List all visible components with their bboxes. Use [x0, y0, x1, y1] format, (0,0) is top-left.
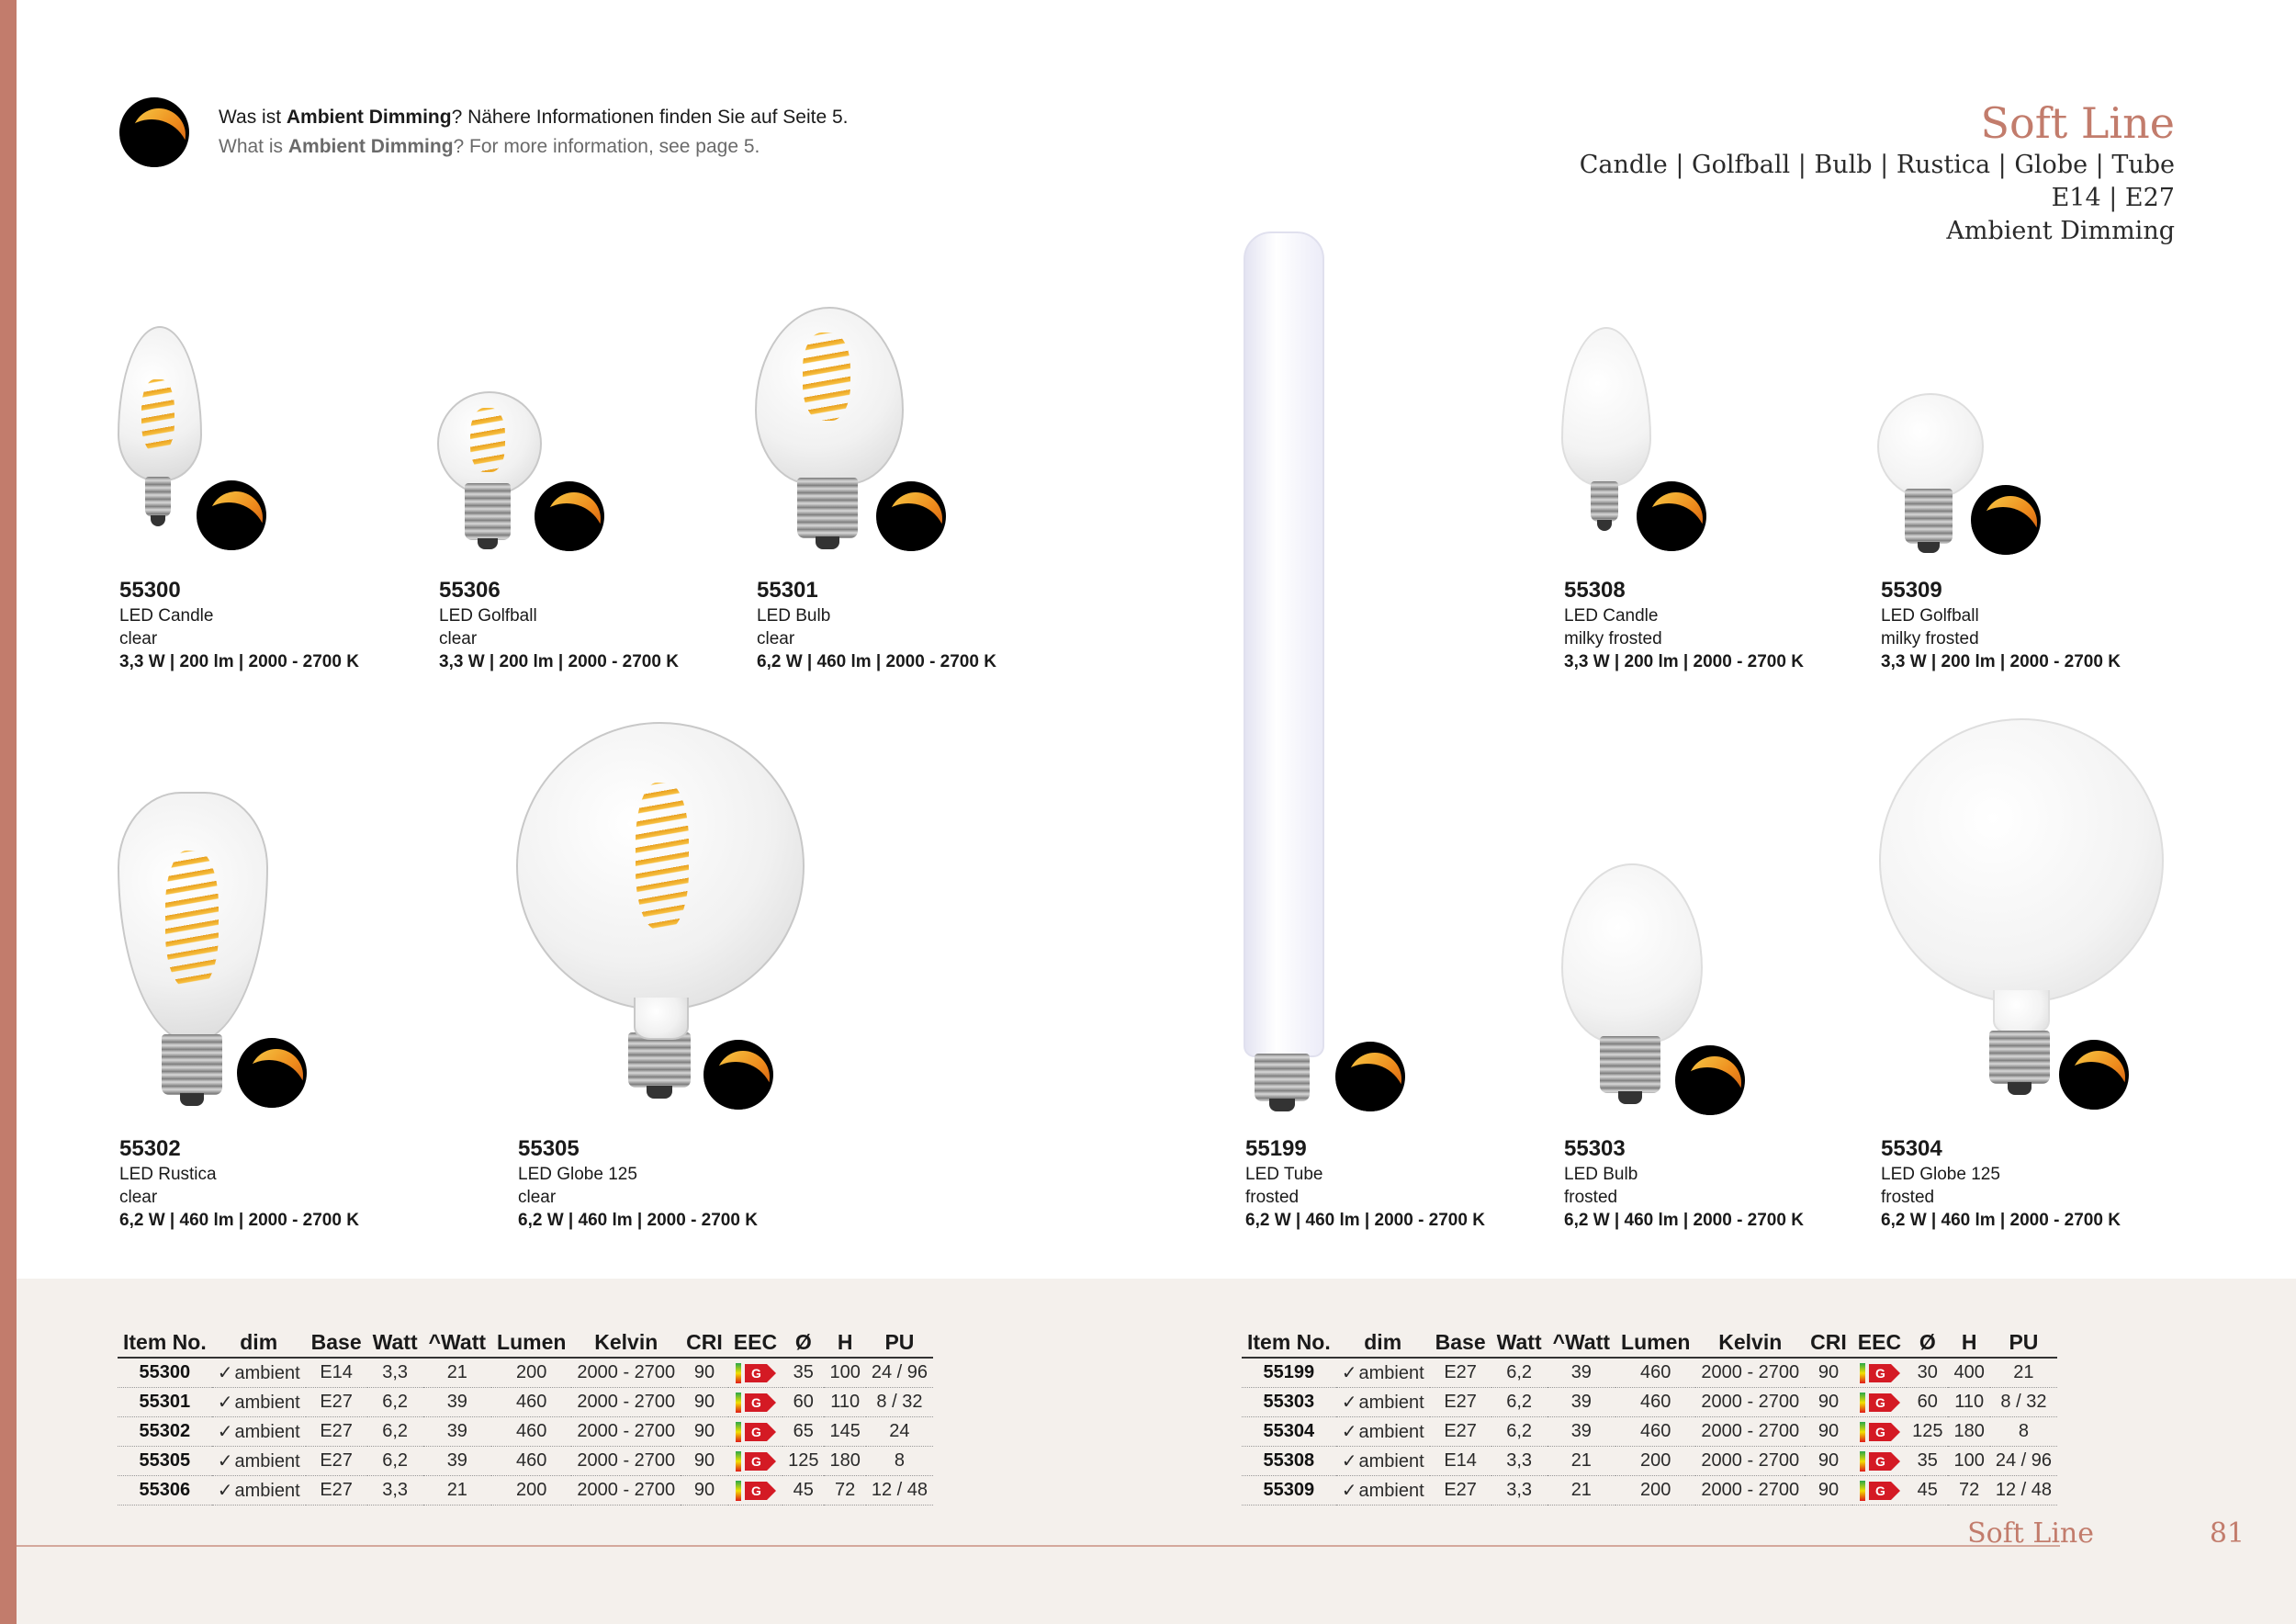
product-spec: 6,2 W | 460 lm | 2000 - 2700 K	[518, 1211, 758, 1230]
product-caption	[1564, 577, 1867, 673]
table-cell: 21	[1990, 1358, 2057, 1388]
energy-label-icon	[736, 1393, 774, 1413]
col-lumen: Lumen	[491, 1330, 571, 1358]
col-diameter: Ø	[1907, 1330, 1948, 1358]
table-row	[118, 1358, 933, 1388]
energy-label-icon	[736, 1422, 774, 1442]
product-image-55306	[437, 391, 612, 557]
table-cell: 8 / 32	[866, 1388, 933, 1417]
table-cell: 400	[1948, 1358, 1989, 1388]
cell-dim-text: ambient	[234, 1451, 300, 1472]
energy-class-label: G	[745, 1452, 767, 1471]
table-cell: 90	[681, 1447, 728, 1476]
table-cell: 90	[681, 1358, 728, 1388]
cell-item-no: 55306	[118, 1476, 212, 1506]
col-equiv-watt: ^Watt	[1548, 1330, 1615, 1358]
header-feature: Ambient Dimming	[1946, 217, 2175, 245]
product-spec: 3,3 W | 200 lm | 2000 - 2700 K	[439, 652, 679, 671]
cell-dim-text: ambient	[1358, 1481, 1424, 1501]
product-number: 55303	[1564, 1136, 1626, 1161]
page-title: Soft Line	[1980, 98, 2175, 148]
product-name: LED Candle	[1564, 606, 1659, 626]
product-image-55309	[1877, 393, 2061, 558]
table-cell: 460	[1615, 1358, 1695, 1388]
cell-dim-text: ambient	[234, 1422, 300, 1442]
energy-label-icon	[1860, 1393, 1898, 1413]
table-row	[118, 1476, 933, 1506]
cell-eec	[728, 1388, 782, 1417]
cell-dim	[212, 1476, 306, 1506]
ambient-dimming-icon	[1675, 1045, 1745, 1115]
table-row	[118, 1447, 933, 1476]
table-cell: 45	[1907, 1476, 1948, 1506]
table-cell: 3,3	[367, 1358, 423, 1388]
energy-class-label: G	[1869, 1452, 1891, 1471]
col-watt: Watt	[367, 1330, 423, 1358]
table-cell: 6,2	[367, 1388, 423, 1417]
product-name: LED Globe 125	[1881, 1165, 2000, 1184]
product-caption	[439, 577, 742, 673]
cell-dim-text: ambient	[1358, 1363, 1424, 1383]
table-row	[118, 1388, 933, 1417]
product-caption	[1881, 1135, 2184, 1232]
cell-dim	[1336, 1388, 1430, 1417]
energy-label-icon	[1860, 1422, 1898, 1442]
cell-dim	[212, 1358, 306, 1388]
table-cell: 6,2	[367, 1447, 423, 1476]
product-image-55300	[118, 326, 274, 556]
table-cell: 460	[491, 1447, 571, 1476]
header-shapes: Candle | Golfball | Bulb | Rustica | Globe | Tube	[1579, 151, 2175, 179]
footer-rule	[17, 1545, 2060, 1547]
product-finish: clear	[119, 1188, 158, 1207]
product-spec: 6,2 W | 460 lm | 2000 - 2700 K	[1245, 1211, 1485, 1230]
ambient-dimming-icon	[119, 97, 189, 167]
table-cell: E14	[306, 1358, 367, 1388]
table-cell: 90	[681, 1417, 728, 1447]
cell-item-no: 55303	[1242, 1388, 1336, 1417]
table-cell: 2000 - 2700	[571, 1388, 681, 1417]
info-english: What is Ambient Dimming? For more information, see page 5.	[219, 136, 760, 157]
table-cell: 3,3	[367, 1476, 423, 1506]
table-cell: 21	[423, 1476, 491, 1506]
table-row	[1242, 1388, 2057, 1417]
table-row	[1242, 1358, 2057, 1388]
cell-eec	[728, 1417, 782, 1447]
col-equiv-watt: ^Watt	[423, 1330, 491, 1358]
cell-dim	[1336, 1476, 1430, 1506]
table-row	[1242, 1476, 2057, 1506]
product-spec: 6,2 W | 460 lm | 2000 - 2700 K	[119, 1211, 359, 1230]
table-cell: 8	[1990, 1417, 2057, 1447]
cell-item-no: 55199	[1242, 1358, 1336, 1388]
table-header-row	[118, 1330, 933, 1358]
table-cell: 2000 - 2700	[1695, 1358, 1805, 1388]
table-cell: E27	[1430, 1476, 1491, 1506]
col-dim: dim	[1336, 1330, 1430, 1358]
table-cell: 12 / 48	[866, 1476, 933, 1506]
ambient-dimming-icon	[703, 1040, 773, 1110]
table-cell: 39	[423, 1388, 491, 1417]
table-cell: 30	[1907, 1358, 1948, 1388]
energy-class-label: G	[745, 1423, 767, 1441]
table-cell: 6,2	[1491, 1358, 1548, 1388]
table-cell: E27	[1430, 1417, 1491, 1447]
energy-label-icon	[1860, 1451, 1898, 1472]
product-number: 55306	[439, 578, 501, 603]
col-kelvin: Kelvin	[571, 1330, 681, 1358]
table-header-row	[1242, 1330, 2057, 1358]
product-number: 55301	[757, 578, 818, 603]
table-cell: 90	[1805, 1447, 1852, 1476]
col-diameter: Ø	[782, 1330, 824, 1358]
col-kelvin: Kelvin	[1695, 1330, 1805, 1358]
cell-eec	[1852, 1476, 1907, 1506]
ambient-dimming-info	[219, 103, 849, 162]
checkmark-icon: ✓	[1341, 1422, 1357, 1442]
table-cell: E27	[306, 1388, 367, 1417]
cell-item-no: 55304	[1242, 1417, 1336, 1447]
table-cell: 39	[423, 1447, 491, 1476]
col-lumen: Lumen	[1615, 1330, 1695, 1358]
table-cell: 12 / 48	[1990, 1476, 2057, 1506]
product-finish: milky frosted	[1564, 629, 1662, 648]
cell-item-no: 55302	[118, 1417, 212, 1447]
product-finish: frosted	[1564, 1188, 1618, 1207]
product-image-55303	[1561, 863, 1745, 1113]
col-height: H	[824, 1330, 865, 1358]
energy-label-icon	[736, 1363, 774, 1383]
product-number: 55309	[1881, 578, 1942, 603]
checkmark-icon: ✓	[217, 1422, 233, 1442]
product-spec: 6,2 W | 460 lm | 2000 - 2700 K	[1564, 1211, 1804, 1230]
page-edge-bar	[0, 0, 17, 1624]
cell-eec	[1852, 1447, 1907, 1476]
ambient-dimming-icon	[2059, 1040, 2129, 1110]
table-cell: E27	[306, 1476, 367, 1506]
product-image-55308	[1561, 327, 1727, 557]
product-caption	[518, 1135, 821, 1232]
table-cell: 180	[1948, 1417, 1989, 1447]
table-cell: 90	[1805, 1358, 1852, 1388]
table-cell: 2000 - 2700	[571, 1447, 681, 1476]
table-cell: 460	[491, 1388, 571, 1417]
table-cell: 39	[1548, 1358, 1615, 1388]
product-name: LED Golfball	[439, 606, 537, 626]
table-cell: 72	[1948, 1476, 1989, 1506]
cell-dim	[1336, 1417, 1430, 1447]
product-image-55304	[1879, 718, 2155, 1113]
table-cell: E27	[1430, 1388, 1491, 1417]
table-cell: 2000 - 2700	[571, 1358, 681, 1388]
table-row	[118, 1417, 933, 1447]
page-number: 81	[2209, 1517, 2245, 1550]
product-name: LED Tube	[1245, 1165, 1323, 1184]
table-body	[1242, 1358, 2057, 1506]
table-cell: 35	[1907, 1447, 1948, 1476]
product-number: 55308	[1564, 578, 1626, 603]
table-cell: 2000 - 2700	[1695, 1476, 1805, 1506]
col-pu: PU	[1990, 1330, 2057, 1358]
product-finish: milky frosted	[1881, 629, 1979, 648]
table-cell: 45	[782, 1476, 824, 1506]
cell-eec	[728, 1447, 782, 1476]
cell-eec	[1852, 1388, 1907, 1417]
product-caption	[1245, 1135, 1548, 1232]
product-name: LED Candle	[119, 606, 214, 626]
cell-dim-text: ambient	[1358, 1451, 1424, 1472]
energy-class-label: G	[745, 1482, 767, 1500]
table-cell: 110	[824, 1388, 865, 1417]
col-item-no: Item No.	[118, 1330, 212, 1358]
table-cell: 2000 - 2700	[1695, 1447, 1805, 1476]
table-cell: 460	[491, 1417, 571, 1447]
col-pu: PU	[866, 1330, 933, 1358]
product-finish: frosted	[1881, 1188, 1935, 1207]
cell-item-no: 55305	[118, 1447, 212, 1476]
col-cri: CRI	[1805, 1330, 1852, 1358]
table-cell: 180	[824, 1447, 865, 1476]
spec-table-right	[1242, 1330, 2057, 1506]
cell-eec	[1852, 1358, 1907, 1388]
table-cell: 72	[824, 1476, 865, 1506]
cell-dim-text: ambient	[1358, 1393, 1424, 1413]
table-cell: 125	[1907, 1417, 1948, 1447]
product-name: LED Rustica	[119, 1165, 217, 1184]
table-cell: 110	[1948, 1388, 1989, 1417]
cell-dim	[1336, 1447, 1430, 1476]
table-cell: 2000 - 2700	[571, 1417, 681, 1447]
checkmark-icon: ✓	[1341, 1481, 1357, 1501]
energy-label-icon	[1860, 1363, 1898, 1383]
checkmark-icon: ✓	[217, 1481, 233, 1501]
table-cell: 90	[1805, 1417, 1852, 1447]
table-cell: 90	[681, 1476, 728, 1506]
product-image-55301	[755, 307, 948, 557]
table-cell: 200	[491, 1476, 571, 1506]
checkmark-icon: ✓	[217, 1451, 233, 1472]
energy-class-label: G	[745, 1364, 767, 1382]
cell-dim-text: ambient	[234, 1363, 300, 1383]
energy-class-label: G	[1869, 1393, 1891, 1412]
table-cell: E27	[306, 1417, 367, 1447]
energy-label-icon	[1860, 1481, 1898, 1501]
table-cell: 39	[423, 1417, 491, 1447]
col-base: Base	[306, 1330, 367, 1358]
product-spec: 6,2 W | 460 lm | 2000 - 2700 K	[757, 652, 996, 671]
table-cell: E14	[1430, 1447, 1491, 1476]
table-cell: 21	[1548, 1476, 1615, 1506]
table-cell: 6,2	[1491, 1417, 1548, 1447]
table-cell: 21	[423, 1358, 491, 1388]
cell-dim-text: ambient	[234, 1393, 300, 1413]
table-cell: 6,2	[1491, 1388, 1548, 1417]
product-number: 55304	[1881, 1136, 1942, 1161]
table-cell: 6,2	[367, 1417, 423, 1447]
table-cell: 39	[1548, 1388, 1615, 1417]
col-base: Base	[1430, 1330, 1491, 1358]
col-watt: Watt	[1491, 1330, 1548, 1358]
ambient-dimming-icon	[1637, 481, 1706, 551]
cell-dim-text: ambient	[234, 1481, 300, 1501]
table-cell: 21	[1548, 1447, 1615, 1476]
energy-class-label: G	[1869, 1364, 1891, 1382]
ambient-dimming-icon	[197, 480, 266, 550]
ambient-dimming-icon	[1335, 1042, 1405, 1111]
checkmark-icon: ✓	[217, 1363, 233, 1383]
table-cell: 3,3	[1491, 1476, 1548, 1506]
product-name: LED Golfball	[1881, 606, 1979, 626]
table-cell: 39	[1548, 1417, 1615, 1447]
table-row	[1242, 1417, 2057, 1447]
ambient-dimming-icon	[237, 1038, 307, 1108]
product-spec: 6,2 W | 460 lm | 2000 - 2700 K	[1881, 1211, 2121, 1230]
table-cell: 200	[491, 1358, 571, 1388]
col-height: H	[1948, 1330, 1989, 1358]
cell-dim	[212, 1417, 306, 1447]
ambient-dimming-icon	[1971, 485, 2041, 555]
table-body	[118, 1358, 933, 1506]
table-cell: 60	[782, 1388, 824, 1417]
table-cell: 2000 - 2700	[1695, 1417, 1805, 1447]
cell-dim	[1336, 1358, 1430, 1388]
table-cell: 460	[1615, 1417, 1695, 1447]
cell-dim-text: ambient	[1358, 1422, 1424, 1442]
col-eec: EEC	[728, 1330, 782, 1358]
product-name: LED Bulb	[757, 606, 831, 626]
product-spec: 3,3 W | 200 lm | 2000 - 2700 K	[1881, 652, 2121, 671]
table-cell: 90	[1805, 1476, 1852, 1506]
checkmark-icon: ✓	[1341, 1451, 1357, 1472]
checkmark-icon: ✓	[1341, 1363, 1357, 1383]
spec-table-left	[118, 1330, 933, 1506]
page-header	[1580, 97, 2175, 248]
table-cell: 60	[1907, 1388, 1948, 1417]
table-cell: 3,3	[1491, 1447, 1548, 1476]
checkmark-icon: ✓	[1341, 1393, 1357, 1413]
product-name: LED Globe 125	[518, 1165, 637, 1184]
cell-dim	[212, 1388, 306, 1417]
ambient-dimming-icon	[876, 481, 946, 551]
cell-item-no: 55300	[118, 1358, 212, 1388]
footer-title: Soft Line	[1967, 1517, 2094, 1550]
energy-class-label: G	[1869, 1423, 1891, 1441]
cell-eec	[1852, 1417, 1907, 1447]
cell-eec	[728, 1476, 782, 1506]
table-cell: 100	[824, 1358, 865, 1388]
product-spec: 3,3 W | 200 lm | 2000 - 2700 K	[119, 652, 359, 671]
table-cell: 90	[681, 1388, 728, 1417]
table-cell: 2000 - 2700	[571, 1476, 681, 1506]
ambient-dimming-icon	[535, 481, 604, 551]
header-bases: E14 | E27	[2051, 184, 2175, 212]
product-number: 55300	[119, 578, 181, 603]
product-name: LED Bulb	[1564, 1165, 1638, 1184]
product-number: 55302	[119, 1136, 181, 1161]
table-cell: 100	[1948, 1447, 1989, 1476]
table-cell: 145	[824, 1417, 865, 1447]
product-finish: clear	[439, 629, 478, 648]
product-spec: 3,3 W | 200 lm | 2000 - 2700 K	[1564, 652, 1804, 671]
product-finish: clear	[518, 1188, 557, 1207]
checkmark-icon: ✓	[217, 1393, 233, 1413]
product-finish: clear	[757, 629, 795, 648]
energy-class-label: G	[1869, 1482, 1891, 1500]
product-finish: clear	[119, 629, 158, 648]
product-caption	[757, 577, 1060, 673]
table-cell: 90	[1805, 1388, 1852, 1417]
table-cell: 24 / 96	[866, 1358, 933, 1388]
table-cell: E27	[306, 1447, 367, 1476]
energy-label-icon	[736, 1481, 774, 1501]
energy-label-icon	[736, 1451, 774, 1472]
table-cell: 200	[1615, 1447, 1695, 1476]
cell-item-no: 55301	[118, 1388, 212, 1417]
product-caption	[119, 1135, 422, 1232]
table-row	[1242, 1447, 2057, 1476]
energy-class-label: G	[745, 1393, 767, 1412]
cell-eec	[728, 1358, 782, 1388]
product-image-55199	[1244, 231, 1409, 1115]
table-cell: 24	[866, 1417, 933, 1447]
product-number: 55199	[1245, 1136, 1307, 1161]
product-image-55302	[118, 792, 310, 1113]
table-cell: 24 / 96	[1990, 1447, 2057, 1476]
table-cell: 65	[782, 1417, 824, 1447]
table-cell: 200	[1615, 1476, 1695, 1506]
product-finish: frosted	[1245, 1188, 1300, 1207]
cell-item-no: 55309	[1242, 1476, 1336, 1506]
col-cri: CRI	[681, 1330, 728, 1358]
cell-item-no: 55308	[1242, 1447, 1336, 1476]
product-caption	[1564, 1135, 1867, 1232]
product-caption	[119, 577, 422, 673]
cell-dim	[212, 1447, 306, 1476]
table-cell: 125	[782, 1447, 824, 1476]
product-image-55305	[516, 722, 782, 1113]
table-cell: 8	[866, 1447, 933, 1476]
table-cell: 35	[782, 1358, 824, 1388]
table-cell: E27	[1430, 1358, 1491, 1388]
table-cell: 2000 - 2700	[1695, 1388, 1805, 1417]
col-eec: EEC	[1852, 1330, 1907, 1358]
info-german: Was ist Ambient Dimming? Nähere Informationen finden Sie auf Seite 5.	[219, 107, 849, 128]
col-item-no: Item No.	[1242, 1330, 1336, 1358]
col-dim: dim	[212, 1330, 306, 1358]
product-caption	[1881, 577, 2184, 673]
table-cell: 460	[1615, 1388, 1695, 1417]
product-number: 55305	[518, 1136, 580, 1161]
table-cell: 8 / 32	[1990, 1388, 2057, 1417]
